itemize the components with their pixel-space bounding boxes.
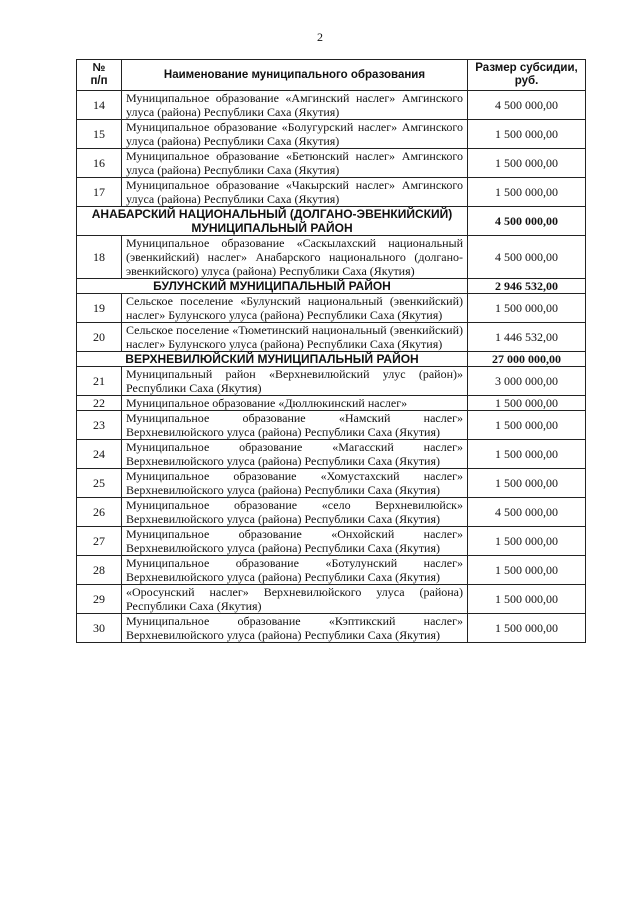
row-amount: 1 500 000,00 xyxy=(468,396,586,411)
table-row xyxy=(77,527,586,556)
column-header-amount: Размер субсидии, руб. xyxy=(468,60,586,91)
table-row xyxy=(77,367,586,396)
row-number: 17 xyxy=(77,178,122,207)
district-row xyxy=(77,352,586,367)
row-name: Муниципальное образование «Намский наслег» Верхневилюйского улуса (района) Республики Саха (Якутия) xyxy=(122,411,468,440)
table-row xyxy=(77,323,586,352)
column-header-name: Наименование муниципального образования xyxy=(122,60,468,91)
row-amount: 1 500 000,00 xyxy=(468,440,586,469)
row-amount: 1 500 000,00 xyxy=(468,585,586,614)
table-row xyxy=(77,469,586,498)
row-number: 25 xyxy=(77,469,122,498)
row-number: 16 xyxy=(77,149,122,178)
table-row xyxy=(77,614,586,643)
row-number: 15 xyxy=(77,120,122,149)
row-amount: 1 500 000,00 xyxy=(468,527,586,556)
row-amount: 4 500 000,00 xyxy=(468,498,586,527)
column-header-number: № п/п xyxy=(77,60,122,91)
row-name: Муниципальное образование «Кэптикский наслег» Верхневилюйского улуса (района) Республики Саха (Якутия) xyxy=(122,614,468,643)
table-header-row xyxy=(77,60,586,91)
table-body xyxy=(77,91,586,643)
table-row xyxy=(77,585,586,614)
district-name: АНАБАРСКИЙ НАЦИОНАЛЬНЫЙ (ДОЛГАНО-ЭВЕНКИЙСКИЙ) МУНИЦИПАЛЬНЫЙ РАЙОН xyxy=(77,207,468,236)
row-amount: 1 500 000,00 xyxy=(468,120,586,149)
row-number: 21 xyxy=(77,367,122,396)
row-name: Муниципальное образование «Ботулунский наслег» Верхневилюйского улуса (района) Республики Саха (Якутия) xyxy=(122,556,468,585)
table-row xyxy=(77,294,586,323)
table-row xyxy=(77,236,586,279)
table-row xyxy=(77,149,586,178)
row-name: Муниципальный район «Верхневилюйский улус (район)» Республики Саха (Якутия) xyxy=(122,367,468,396)
row-name: Муниципальное образование «Дюллюкинский наслег» xyxy=(122,396,468,411)
row-amount: 4 500 000,00 xyxy=(468,236,586,279)
row-amount: 1 500 000,00 xyxy=(468,469,586,498)
row-name: «Оросунский наслег» Верхневилюйского улуса (района) Республики Саха (Якутия) xyxy=(122,585,468,614)
row-amount: 1 500 000,00 xyxy=(468,294,586,323)
district-amount: 2 946 532,00 xyxy=(468,279,586,294)
table-row xyxy=(77,91,586,120)
row-amount: 1 500 000,00 xyxy=(468,149,586,178)
row-number: 29 xyxy=(77,585,122,614)
table-row xyxy=(77,120,586,149)
table-row xyxy=(77,440,586,469)
row-name: Муниципальное образование «село Верхневилюйск» Верхневилюйского улуса (района) Республики Саха (Якутия) xyxy=(122,498,468,527)
row-number: 27 xyxy=(77,527,122,556)
district-name: ВЕРХНЕВИЛЮЙСКИЙ МУНИЦИПАЛЬНЫЙ РАЙОН xyxy=(77,352,468,367)
subsidies-table xyxy=(76,59,586,643)
row-amount: 1 500 000,00 xyxy=(468,614,586,643)
table-row xyxy=(77,178,586,207)
row-number: 18 xyxy=(77,236,122,279)
row-number: 14 xyxy=(77,91,122,120)
row-number: 26 xyxy=(77,498,122,527)
row-number: 24 xyxy=(77,440,122,469)
row-number: 28 xyxy=(77,556,122,585)
row-number: 30 xyxy=(77,614,122,643)
row-amount: 1 500 000,00 xyxy=(468,556,586,585)
row-amount: 1 446 532,00 xyxy=(468,323,586,352)
row-amount: 4 500 000,00 xyxy=(468,91,586,120)
row-name: Муниципальное образование «Болугурский наслег» Амгинского улуса (района) Республики Саха (Якутия) xyxy=(122,120,468,149)
row-number: 22 xyxy=(77,396,122,411)
row-amount: 1 500 000,00 xyxy=(468,411,586,440)
row-name: Муниципальное образование «Бетюнский наслег» Амгинского улуса (района) Республики Саха (Якутия) xyxy=(122,149,468,178)
table-row xyxy=(77,556,586,585)
table-row xyxy=(77,411,586,440)
row-name: Муниципальное образование «Магасский наслег» Верхневилюйского улуса (района) Республики Саха (Якутия) xyxy=(122,440,468,469)
row-amount: 3 000 000,00 xyxy=(468,367,586,396)
district-amount: 27 000 000,00 xyxy=(468,352,586,367)
table-row xyxy=(77,396,586,411)
district-row xyxy=(77,279,586,294)
row-name: Муниципальное образование «Хомустахский наслег» Верхневилюйского улуса (района) Республики Саха (Якутия) xyxy=(122,469,468,498)
district-row xyxy=(77,207,586,236)
row-name: Муниципальное образование «Саскылахский национальный (эвенкийский) наслег» Анабарского национального (долгано-эвенкийского) улуса (района) Республики Саха (Якутия) xyxy=(122,236,468,279)
table-row xyxy=(77,498,586,527)
row-number: 20 xyxy=(77,323,122,352)
row-amount: 1 500 000,00 xyxy=(468,178,586,207)
row-name: Муниципальное образование «Онхойский наслег» Верхневилюйского улуса (района) Республики Саха (Якутия) xyxy=(122,527,468,556)
row-name: Муниципальное образование «Амгинский наслег» Амгинского улуса (района) Республики Саха (Якутия) xyxy=(122,91,468,120)
page-number: 2 xyxy=(317,30,323,44)
row-name: Сельское поселение «Булунский национальный (эвенкийский) наслег» Булунского улуса (района) Республики Саха (Якутия) xyxy=(122,294,468,323)
row-number: 23 xyxy=(77,411,122,440)
row-name: Сельское поселение «Тюметинский национальный (эвенкийский) наслег» Булунского улуса (района) Республики Саха (Якутия) xyxy=(122,323,468,352)
row-number: 19 xyxy=(77,294,122,323)
district-name: БУЛУНСКИЙ МУНИЦИПАЛЬНЫЙ РАЙОН xyxy=(77,279,468,294)
row-name: Муниципальное образование «Чакырский наслег» Амгинского улуса (района) Республики Саха (Якутия) xyxy=(122,178,468,207)
district-amount: 4 500 000,00 xyxy=(468,207,586,236)
